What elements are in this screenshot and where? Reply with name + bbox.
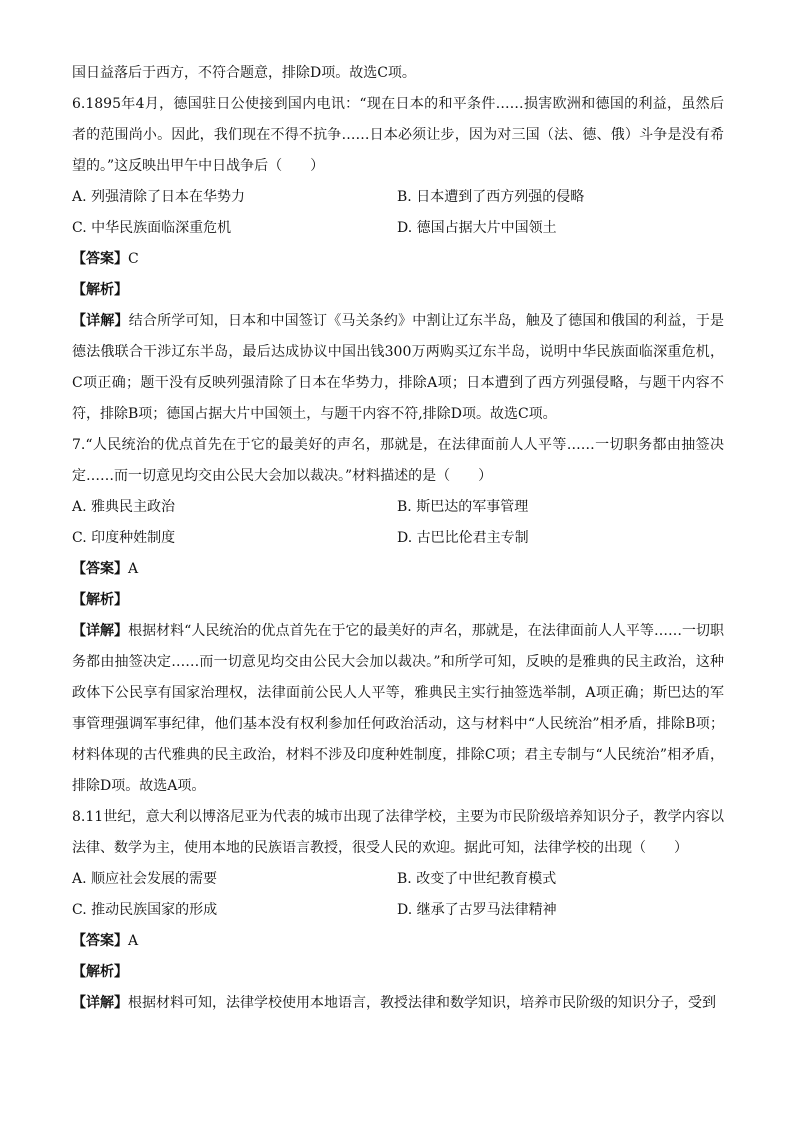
- answer-tag: 【答案】: [72, 933, 128, 949]
- question-6-options: [72, 182, 724, 244]
- question-7-stem: 7.“人民统治的优点首先在于它的最美好的声名，那就是，在法律面前人人平等……一切职务都由抽签决定……而一切意见均交由公民大会加以裁决。”材料描述的是（ ）: [72, 437, 724, 484]
- q6-detail: [72, 306, 724, 430]
- q8-answer: [72, 926, 724, 957]
- q8-option-d: D. 继承了古罗马法律精神: [397, 902, 557, 918]
- document-page: [72, 58, 724, 1019]
- q8-option-c: C. 推动民族国家的形成: [72, 902, 218, 918]
- question-6-stem: 6.1895年4月，德国驻日公使接到国内电讯：“现在日本的和平条件……损害欧洲和德国的利益，虽然后者的范围尚小。因此，我们现在不得不抗争……日本必须让步，因为对三国（法、德、俄）斗争是没有希望的。”这反映出甲午中日战争后（ ）: [72, 96, 724, 174]
- detail-text: 根据材料可知，法律学校使用本地语言，教授法律和数学知识，培养市民阶级的知识分子，受到: [128, 995, 716, 1011]
- detail-tag: 【详解】: [72, 623, 129, 639]
- q6-option-c: C. 中华民族面临深重危机: [72, 220, 232, 236]
- answer-value: A: [128, 561, 139, 577]
- q6-option-a: A. 列强清除了日本在华势力: [72, 189, 246, 205]
- q8-option-b: B. 改变了中世纪教育模式: [397, 871, 557, 887]
- q8-detail: [72, 988, 724, 1019]
- q6-option-d: D. 德国占据大片中国领土: [397, 220, 557, 236]
- q7-answer: [72, 554, 724, 585]
- question-8-options: [72, 864, 724, 926]
- answer-tag: 【答案】: [72, 561, 128, 577]
- q8-analysis-tag: 【解析】: [72, 964, 128, 980]
- q8-option-a: A. 顺应社会发展的需要: [72, 871, 218, 887]
- answer-tag: 【答案】: [72, 251, 128, 267]
- question-7-options: [72, 492, 724, 554]
- q7-option-c: C. 印度种姓制度: [72, 530, 176, 546]
- q6-option-b: B. 日本遭到了西方列强的侵略: [397, 189, 585, 205]
- q6-answer: [72, 244, 724, 275]
- q7-detail: [72, 616, 724, 802]
- q7-option-a: A. 雅典民主政治: [72, 499, 176, 515]
- detail-tag: 【详解】: [72, 995, 128, 1011]
- detail-text: 结合所学可知，日本和中国签订《马关条约》中割让辽东半岛，触及了德国和俄国的利益，于是德法俄联合干涉辽东半岛，最后达成协议中国出钱300万两购买辽东半岛，说明中华民族面临深重危机，C项正确；题干没有反映列强清除了日本在华势力，排除A项；日本遭到了西方列强侵略，与题干内容不符，排除B项；德国占据大片中国领土，与题干内容不符,排除D项。故选C项。: [72, 313, 725, 422]
- answer-value: C: [128, 251, 139, 267]
- detail-tag: 【详解】: [72, 313, 129, 329]
- q7-analysis-tag: 【解析】: [72, 592, 128, 608]
- q6-analysis-tag: 【解析】: [72, 282, 128, 298]
- q7-option-d: D. 古巴比伦君主专制: [397, 530, 529, 546]
- detail-text: 根据材料“人民统治的优点首先在于它的最美好的声名，那就是，在法律面前人人平等……一切职务都由抽签决定……而一切意见均交由公民大会加以裁决。”和所学可知，反映的是雅典的民主政治，这种政体下公民享有国家治理权，法律面前公民人人平等，雅典民主实行抽签选举制，A项正确；斯巴达的军事管理强调军事纪律，他们基本没有权利参加任何政治活动，这与材料中“人民统治”相矛盾，排除B项；材料体现的古代雅典的民主政治，材料不涉及印度种姓制度，排除C项；君主专制与“人民统治”相矛盾，排除D项。故选A项。: [72, 623, 725, 794]
- answer-value: A: [128, 933, 139, 949]
- intro-text: 国日益落后于西方，不符合题意，排除D项。故选C项。: [72, 65, 416, 81]
- question-8-stem: 8.11世纪，意大利以博洛尼亚为代表的城市出现了法律学校，主要为市民阶级培养知识分子，教学内容以法律、数学为主，使用本地的民族语言教授，很受人民的欢迎。据此可知，法律学校的出现（ ）: [72, 809, 724, 856]
- q7-option-b: B. 斯巴达的军事管理: [397, 499, 529, 515]
